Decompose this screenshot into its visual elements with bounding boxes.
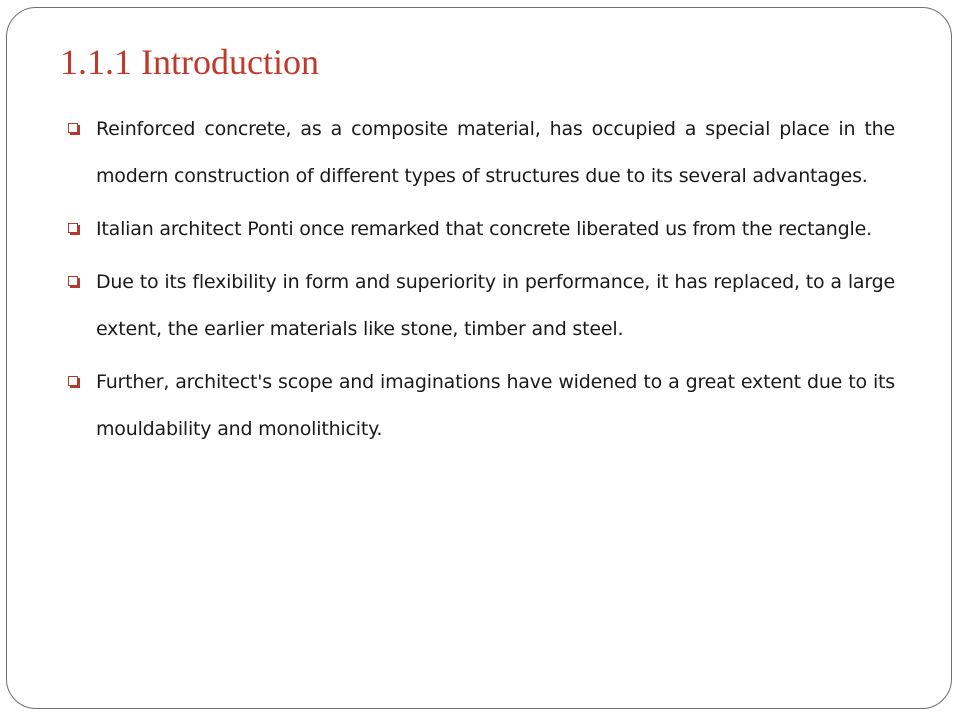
bullet-item — [68, 259, 895, 353]
slide-title: 1.1.1 Introduction — [60, 42, 319, 82]
hollow-square-bullet-icon — [68, 376, 78, 386]
bullet-text: Due to its flexibility in form and superiority in performance, it has replaced, to a large extent, the earlier materials like stone, timber and steel. — [96, 271, 895, 340]
bullet-text: Italian architect Ponti once remarked that concrete liberated us from the rectangle. — [96, 218, 872, 240]
hollow-square-bullet-icon — [68, 276, 78, 286]
hollow-square-bullet-icon — [68, 223, 78, 233]
bullet-item — [68, 359, 895, 453]
bullet-item — [68, 206, 895, 253]
bullet-text: Reinforced concrete, as a composite material, has occupied a special place in the modern construction of different types of structures due to its several advantages. — [96, 118, 895, 187]
bullet-text: Further, architect's scope and imaginations have widened to a great extent due to its mouldability and monolithicity. — [96, 371, 895, 440]
bullet-item — [68, 106, 895, 200]
hollow-square-bullet-icon — [68, 123, 78, 133]
bullet-list — [68, 106, 895, 459]
